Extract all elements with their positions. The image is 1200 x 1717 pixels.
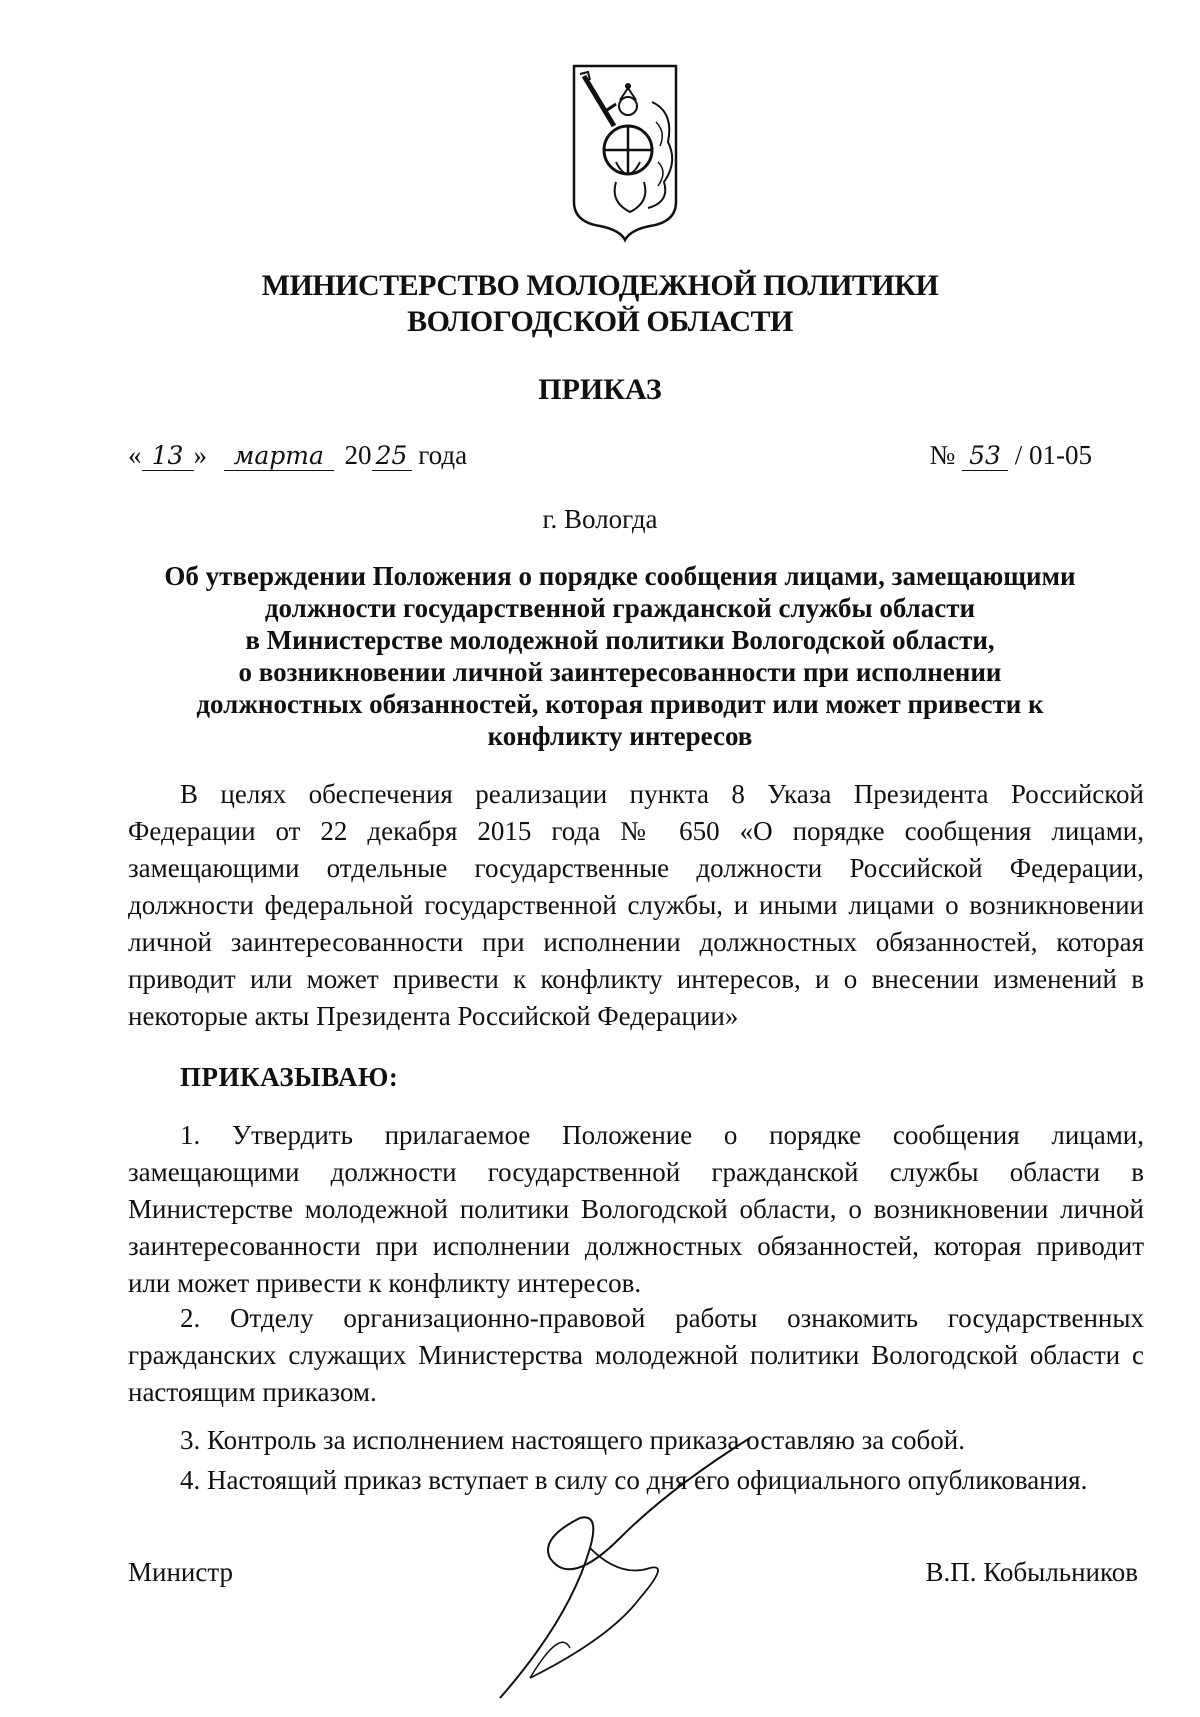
preamble-text: В целях обеспечения реализации пункта 8 Указа Президента Российской Федерации от 22 декабря 2015 года № 650 «О порядке сообщения лицами, замещающими отдельные государственные должности Российской Федерации, должности федеральной государственной службы, и иными лицами о возникновении личной заинтересованности при исполнении должностных обязанностей, которая приводит или может привести к конфликту интересов, и о внесении изменений в некоторые акты Президента Российской Федерации» — [128, 779, 1144, 1031]
signatory-name: В.П. Кобыльников — [925, 1557, 1138, 1587]
subject-line: Об утверждении Положения о порядке сообщения лицами, замещающими — [164, 561, 1076, 591]
order-item-text: 2. Отделу организационно-правовой работы ознакомить государственных гражданских служащих Министерства молодежной политики Вологодской области с настоящим приказом. — [128, 1303, 1144, 1407]
order-date — [128, 440, 467, 471]
document-type: ПРИКАЗ — [538, 373, 662, 406]
signature-icon — [470, 1428, 810, 1708]
date-month: марта — [224, 441, 334, 471]
date-open-quote: « — [128, 440, 142, 470]
date-year-word: года — [418, 440, 468, 470]
order-item-text: 4. Настоящий приказ вступает в силу со дня его официального опубликования. — [180, 1465, 1088, 1495]
date-year-suffix: 25 — [372, 441, 412, 471]
coat-of-arms-icon — [570, 62, 680, 244]
subject-line: должности государственной гражданской службы области — [264, 593, 976, 623]
date-close-quote: » — [193, 440, 207, 470]
order-word: ПРИКАЗЫВАЮ: — [180, 1062, 399, 1092]
signatory-title: Министр — [128, 1557, 233, 1587]
order-item-1 — [128, 1117, 1144, 1302]
subject-line: о возникновении личной заинтересованности при исполнении — [238, 657, 1002, 687]
subject-line: должностных обязанностей, которая приводит или может привести к — [196, 689, 1044, 719]
number-sign: № — [929, 440, 956, 470]
date-day: 13 — [142, 441, 194, 471]
order-item-text: 1. Утвердить прилагаемое Положение о порядке сообщения лицами, замещающими должности государственной гражданской службы области в Министерстве молодежной политики Вологодской области, о возникновении личной заинтересованности при исполнении должностных обязанностей, которая приводит или может привести к конфликту интересов. — [128, 1120, 1144, 1298]
subject-line: в Министерстве молодежной политики Вологодской области, — [245, 625, 995, 655]
number-suffix: / 01-05 — [1014, 440, 1092, 470]
subject-line: конфликту интересов — [487, 721, 753, 751]
document-subject — [150, 560, 1090, 752]
order-item-text: 3. Контроль за исполнением настоящего приказа оставляю за собой. — [180, 1425, 965, 1455]
ministry-line-1: МИНИСТЕРСТВО МОЛОДЕЖНОЙ ПОЛИТИКИ — [261, 269, 939, 302]
city: г. Вологда — [542, 504, 658, 534]
number-value: 53 — [962, 441, 1008, 471]
ministry-name — [0, 268, 1200, 340]
order-number — [929, 440, 1092, 471]
ministry-line-2: ВОЛОГОДСКОЙ ОБЛАСТИ — [407, 305, 793, 338]
date-year-prefix: 20 — [344, 440, 372, 470]
order-item-2 — [128, 1300, 1144, 1411]
preamble-paragraph — [128, 776, 1144, 1035]
